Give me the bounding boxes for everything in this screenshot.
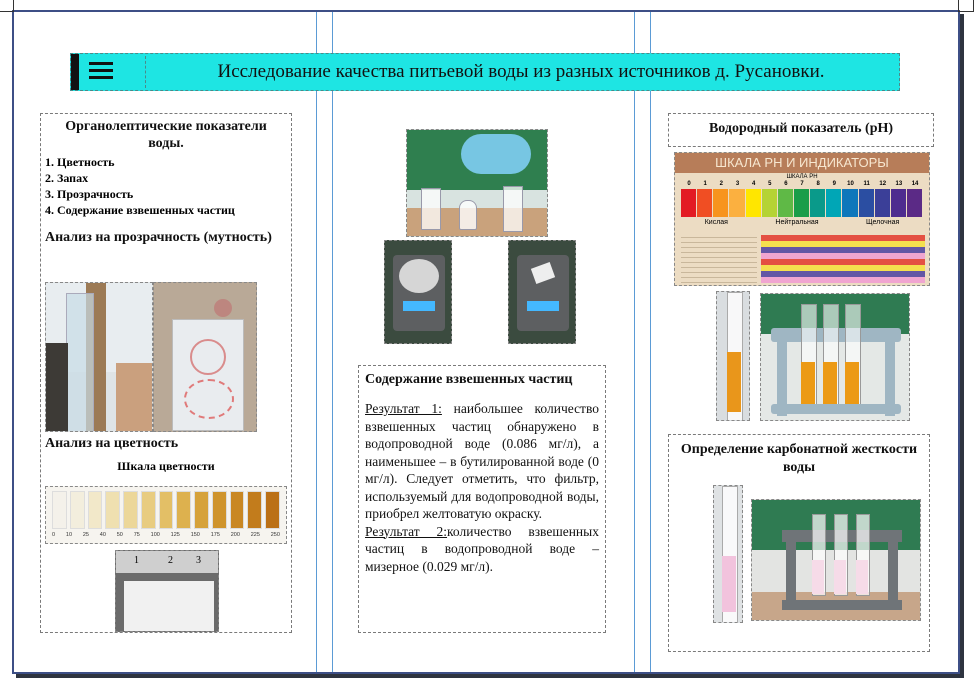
- column-guide: [316, 12, 317, 672]
- ph-number: 10: [847, 181, 854, 187]
- scale-tick-label: 50: [116, 532, 123, 538]
- organoleptic-heading: Органолептические показатели воды.: [65, 119, 267, 151]
- ph-number: 11: [863, 181, 870, 187]
- ph-color-cell: [746, 189, 761, 217]
- color-scale-vial: [159, 491, 174, 529]
- result2-label: Результат 2:: [365, 523, 448, 539]
- ph-color-cell: [729, 189, 744, 217]
- color-scale-vial: [52, 491, 67, 529]
- hardness-rack-photo: [751, 499, 921, 621]
- color-scale-vial: [123, 491, 138, 529]
- ph-number: 12: [879, 181, 887, 187]
- ph-color-cell: [875, 189, 890, 217]
- list-item: 2. Запах: [45, 171, 89, 185]
- scale-tick-label: 175: [210, 532, 220, 538]
- ph-color-cell: [907, 189, 922, 217]
- color-scale-vial: [194, 491, 209, 529]
- ph-rack-photo: [760, 293, 910, 421]
- hardness-tube-photo: [713, 485, 743, 623]
- ph-tube-photo: [716, 291, 750, 421]
- vial-number: 2: [168, 555, 173, 566]
- scale-tick-label: 250: [270, 532, 280, 538]
- ph-color-cell: [794, 189, 809, 217]
- brochure-page: [12, 10, 960, 674]
- list-item: 1. Цветность: [45, 155, 115, 169]
- color-scale-label: Шкала цветности: [117, 459, 215, 473]
- scale-photo-1: [384, 240, 452, 344]
- page-title: Исследование качества питьевой воды из разных источников д. Русановки.: [217, 61, 825, 82]
- hardness-panel: [668, 434, 930, 652]
- scale-tick-label: 150: [190, 532, 200, 538]
- ph-chart-title: ШКАЛА PH И ИНДИКАТОРЫ: [675, 153, 929, 173]
- scale-tick-label: 75: [133, 532, 140, 538]
- scale-tick-label: 100: [150, 532, 160, 538]
- ph-zone-acid: Кислая: [704, 219, 728, 226]
- vial-number: 1: [134, 555, 139, 566]
- transparency-photo-1: [45, 282, 153, 432]
- list-item: 4. Содержание взвешенных частиц: [45, 203, 235, 217]
- column-guide: [634, 12, 635, 672]
- scale-tick-label: 200: [230, 532, 240, 538]
- ph-number: 9: [832, 181, 836, 187]
- color-heading: Анализ на цветность: [45, 436, 179, 451]
- hardness-heading: Определение карбонатной жесткости воды: [680, 442, 918, 475]
- ph-color-cell: [713, 189, 728, 217]
- column-guide: [650, 12, 651, 672]
- scale-photo-2: [508, 240, 576, 344]
- ph-color-cell: [891, 189, 906, 217]
- color-scale-vial: [265, 491, 280, 529]
- crop-mark: [958, 0, 974, 12]
- ph-zone-neutral: Нейтральная: [775, 219, 819, 226]
- ph-number: 5: [768, 181, 772, 187]
- organoleptic-list: [45, 154, 291, 218]
- ph-number: 7: [800, 181, 804, 187]
- ph-color-cell: [826, 189, 841, 217]
- color-scale-image: [45, 486, 287, 544]
- ph-color-cell: [778, 189, 793, 217]
- ph-number: 1: [703, 181, 707, 187]
- scale-tick-label: 225: [250, 532, 260, 538]
- ph-heading-box: [668, 113, 934, 147]
- color-scale-vial: [247, 491, 262, 529]
- scale-tick-label: 125: [170, 532, 180, 538]
- ph-chart-image: [674, 152, 930, 286]
- color-scale-vial: [230, 491, 245, 529]
- vial-number: 3: [196, 555, 201, 566]
- scale-tick-label: 25: [82, 532, 89, 538]
- organoleptic-panel: [40, 113, 292, 633]
- scale-tick-label: 10: [65, 532, 73, 538]
- scale-tick-label: 40: [99, 532, 106, 538]
- color-scale-vial: [176, 491, 191, 529]
- vials-photo: [115, 550, 219, 632]
- ph-number: 3: [735, 181, 740, 187]
- color-scale-vial: [105, 491, 120, 529]
- color-scale-vial: [141, 491, 156, 529]
- ph-scale-label: ШКАЛА PH: [786, 174, 818, 180]
- menu-icon: [89, 62, 113, 82]
- ph-number: 4: [751, 181, 756, 187]
- transparency-heading: Анализ на прозрачность (мутность): [45, 230, 272, 245]
- title-banner: [70, 53, 900, 91]
- ph-color-cell: [842, 189, 857, 217]
- ph-color-cell: [859, 189, 874, 217]
- ph-number: 0: [687, 181, 691, 187]
- transparency-photo-2: [153, 282, 257, 432]
- title-banner-edge: [71, 54, 79, 90]
- result1-paragraph: [365, 400, 599, 523]
- color-scale-vial: [212, 491, 227, 529]
- column-guide: [332, 12, 333, 672]
- ph-number: 6: [784, 181, 788, 187]
- suspended-particles-panel: [358, 365, 606, 633]
- suspended-heading: Содержание взвешенных частиц: [365, 372, 573, 387]
- ph-heading: Водородный показатель (pH): [708, 121, 894, 136]
- result1-label: Результат 1:: [365, 401, 442, 416]
- ph-color-cell: [810, 189, 825, 217]
- ph-color-cell: [697, 189, 712, 217]
- crop-mark: [0, 0, 14, 12]
- ph-zone-alkaline: Щелочная: [865, 219, 900, 226]
- ph-number: 13: [895, 181, 903, 187]
- result1-text: наибольшее количество взвешенных частиц обнаружено в водопроводной воде (0.086 мг/л), а наименьшее – в бутилированной воде (0 мг/л). Следует отметить, что фильтр, используемый для водопроводной воды, приобрел желтоватую окраску.: [365, 401, 599, 521]
- ph-number: 14: [911, 181, 919, 187]
- ph-number: 2: [719, 181, 724, 187]
- ph-number: 8: [816, 181, 820, 187]
- glassware-photo: [406, 129, 548, 237]
- ph-color-cell: [762, 189, 777, 217]
- color-scale-vial: [70, 491, 85, 529]
- scale-tick-label: 0: [52, 532, 56, 538]
- ph-color-cell: [681, 189, 696, 217]
- color-scale-vial: [88, 491, 103, 529]
- result2-text: количество взвешенных частиц в водопроводной воде – мизерное (0.029 мг/л).: [365, 523, 599, 574]
- list-item: 3. Прозрачность: [45, 187, 134, 201]
- result2-paragraph: [365, 523, 599, 576]
